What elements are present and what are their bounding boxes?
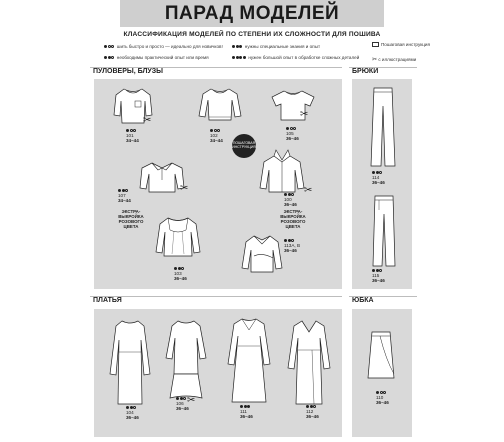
section-header-skirt: ЮБКА: [349, 296, 417, 307]
section-header-dresses: ПЛАТЬЯ: [90, 296, 342, 307]
garment-100-sketch: [258, 148, 306, 196]
legend-practice: необходимы практический опыт или время: [104, 55, 209, 60]
scissors-icon: ✂: [143, 115, 152, 126]
model-number: 103 36–46: [174, 266, 187, 281]
scissors-icon: ✂: [304, 185, 313, 196]
scissors-icon: ✂: [372, 57, 378, 63]
instruction-badge: ПОШАГОВАЯ ИНСТРУКЦИЯ: [232, 134, 256, 158]
extra-pattern-note: ЭКСТРА- ВЫКРОЙКА РОЗОВОГО ЦВЕТА: [280, 209, 306, 229]
section-header-trousers: БРЮКИ: [349, 67, 417, 78]
instruction-icon: [372, 42, 379, 47]
model-number: 100 36–46: [284, 192, 297, 207]
model-number: 114 36–46: [372, 170, 385, 185]
difficulty-dots: [232, 55, 246, 60]
model-number: 102 34–44: [210, 128, 223, 143]
section-header-pullovers: ПУЛОВЕРЫ, БЛУЗЫ: [90, 67, 342, 78]
garment-103-sketch: [154, 214, 202, 264]
page-title: ПАРАД МОДЕЛЕЙ: [164, 3, 340, 24]
difficulty-dots: [232, 44, 243, 49]
model-number: 101 34–44: [126, 128, 139, 143]
dress-106-sketch: [160, 318, 212, 400]
extra-pattern-note: ЭКСТРА- ВЫКРОЙКА РОЗОВОГО ЦВЕТА: [118, 209, 144, 229]
model-number: 112 36–46: [306, 404, 319, 419]
model-number: 107 34–44: [118, 188, 131, 203]
legend-illustrations: ✂ с иллюстрациями: [372, 57, 417, 63]
title-banner: [120, 0, 384, 27]
garment-102-sketch: [198, 84, 242, 128]
dress-112-sketch: [286, 318, 332, 406]
dress-104-sketch: [104, 318, 156, 406]
garment-113-sketch: [240, 232, 284, 276]
scissors-icon: ✂: [187, 395, 196, 406]
model-number: 115 36–46: [372, 268, 385, 283]
scissors-icon: ✂: [180, 183, 189, 194]
difficulty-dots: [104, 44, 115, 49]
dress-111-sketch: [224, 316, 274, 404]
model-number: 105 36–46: [286, 126, 299, 141]
model-number: 110 36–46: [376, 390, 389, 405]
scissors-icon: ✂: [300, 109, 309, 120]
legend-instruction: Пошаговая инструкция: [372, 42, 430, 47]
model-number: 111 36–46: [240, 404, 253, 419]
trousers-114-sketch: [368, 86, 398, 168]
model-number: 104 36–46: [126, 405, 139, 420]
legend-easy: шить быстро и просто — идеально для новичков!: [104, 44, 223, 49]
trousers-115-sketch: [370, 194, 398, 268]
model-number: 113А, В 36–46: [284, 238, 300, 253]
legend-special: нужны специальные знания и опыт: [232, 44, 320, 49]
legend-complex: нужен большой опыт в обработке сложных деталей: [232, 55, 359, 60]
garment-105-sketch: [270, 88, 316, 124]
model-number: 106 36–46: [176, 396, 189, 411]
difficulty-dots: [104, 55, 115, 60]
skirt-110-sketch: [366, 330, 396, 380]
page-subtitle: КЛАССИФИКАЦИЯ МОДЕЛЕЙ ПО СТЕПЕНИ ИХ СЛОЖНОСТИ ДЛЯ ПОШИВА: [123, 31, 381, 38]
garment-107-sketch: [138, 160, 189, 194]
